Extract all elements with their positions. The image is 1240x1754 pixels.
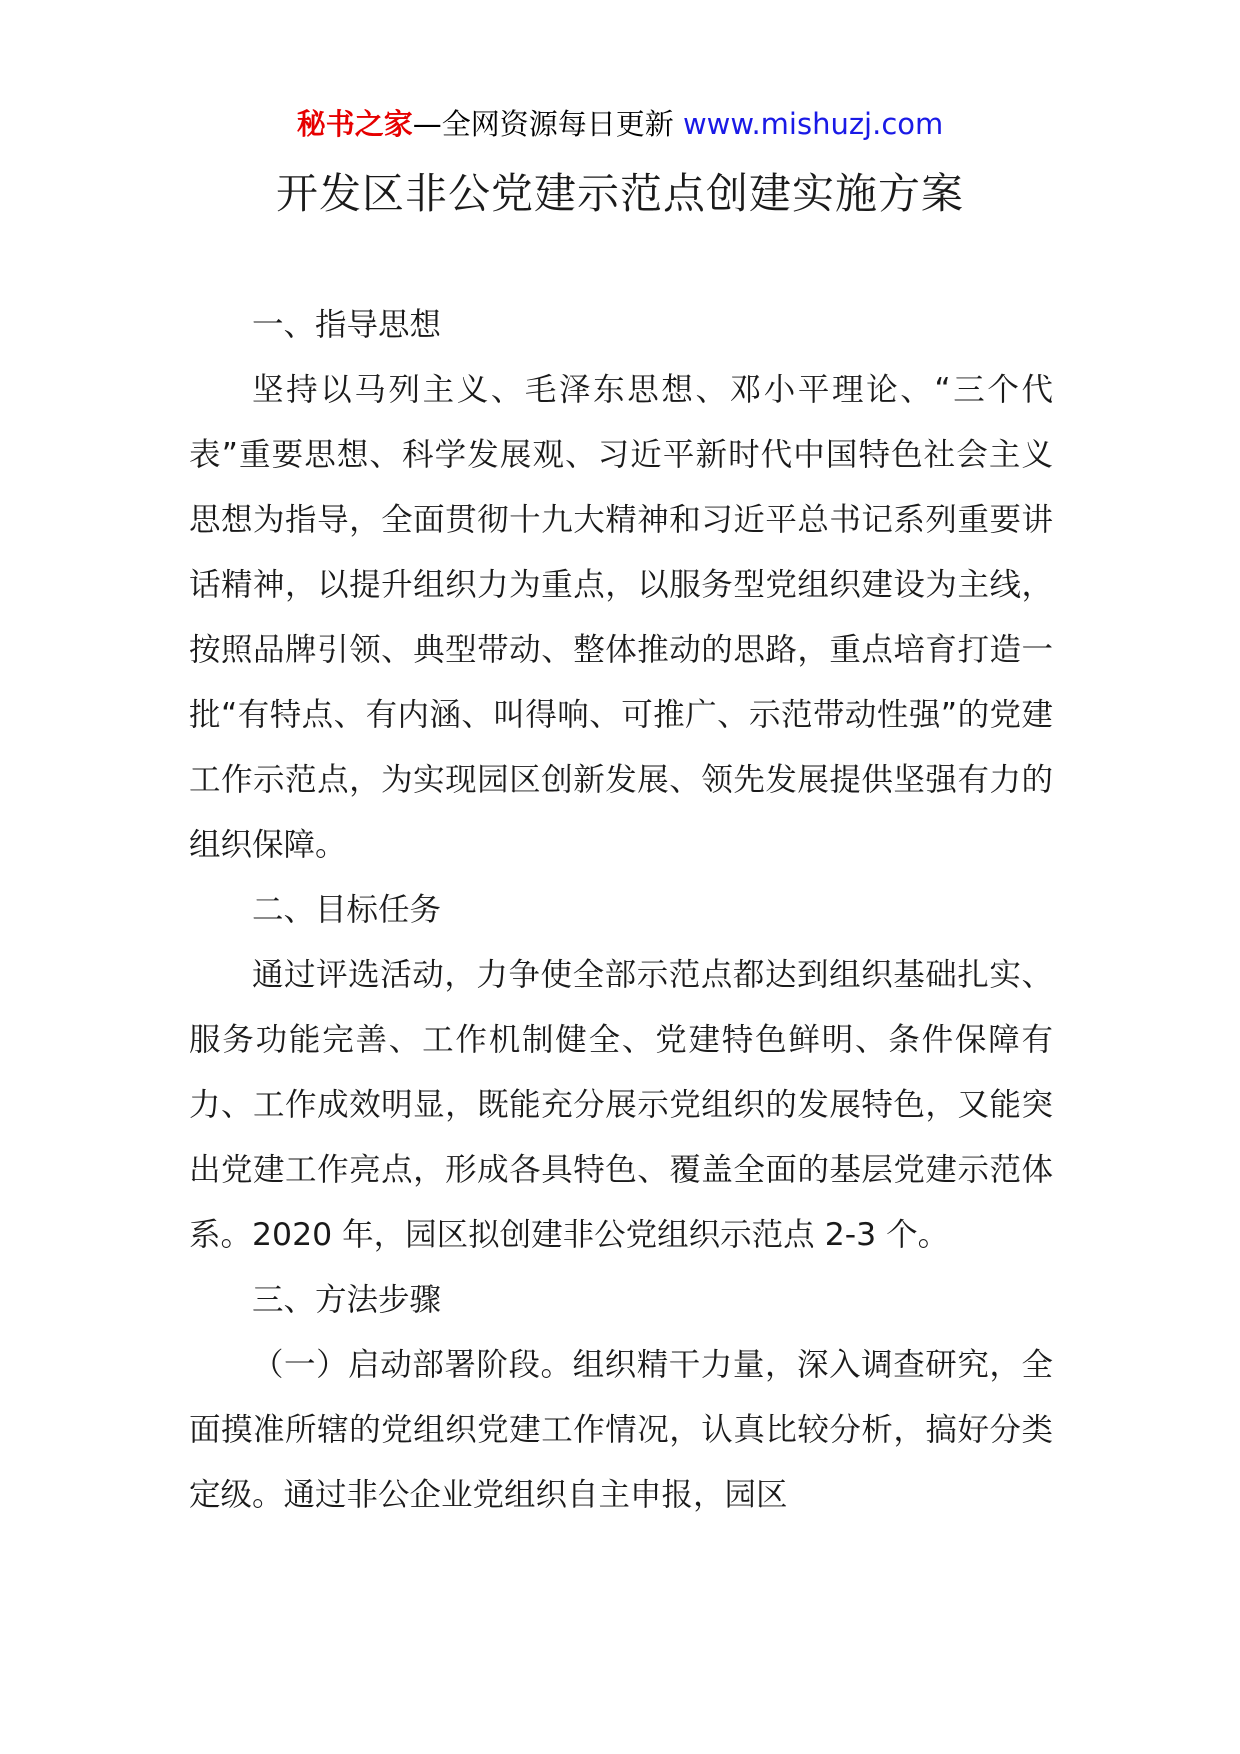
section-heading: 一、指导思想 xyxy=(252,307,442,343)
body-paragraph: （一）启动部署阶段。组织精干力量，深入调查研究，全面摸准所辖的党组织党建工作情况，认真比较分析，搞好分类定级。通过非公企业党组织自主申报，园区 xyxy=(189,1347,1053,1513)
site-url[interactable]: www.mishuzj.com xyxy=(682,107,944,141)
body-paragraph: 通过评选活动，力争使全部示范点都达到组织基础扎实、服务功能完善、工作机制健全、党建特色鲜明、条件保障有力、工作成效明显，既能充分展示党组织的发展特色，又能突出党建工作亮点，形成各具特色、覆盖全面的基层党建示范体系。2020 年，园区拟创建非公党组织示范点 2-3 个。 xyxy=(189,957,1053,1253)
document-title: 开发区非公党建示范点创建实施方案 xyxy=(275,169,964,218)
section-heading: 三、方法步骤 xyxy=(252,1282,442,1318)
site-tagline: —全网资源每日更新 xyxy=(412,107,683,141)
body-paragraph: 坚持以马列主义、毛泽东思想、邓小平理论、“三个代表”重要思想、科学发展观、习近平新时代中国特色社会主义思想为指导，全面贯彻十九大精神和习近平总书记系列重要讲话精神，以提升组织力为重点，以服务型党组织建设为主线，按照品牌引领、典型带动、整体推动的思路，重点培育打造一批“有特点、有内涵、叫得响、可推广、示范带动性强”的党建工作示范点，为实现园区创新发展、领先发展提供坚强有力的组织保障。 xyxy=(189,372,1053,863)
site-brand: 秘书之家 xyxy=(296,107,413,141)
document-body xyxy=(189,293,1053,1528)
section-heading: 二、目标任务 xyxy=(252,892,442,928)
site-header xyxy=(0,102,1240,146)
